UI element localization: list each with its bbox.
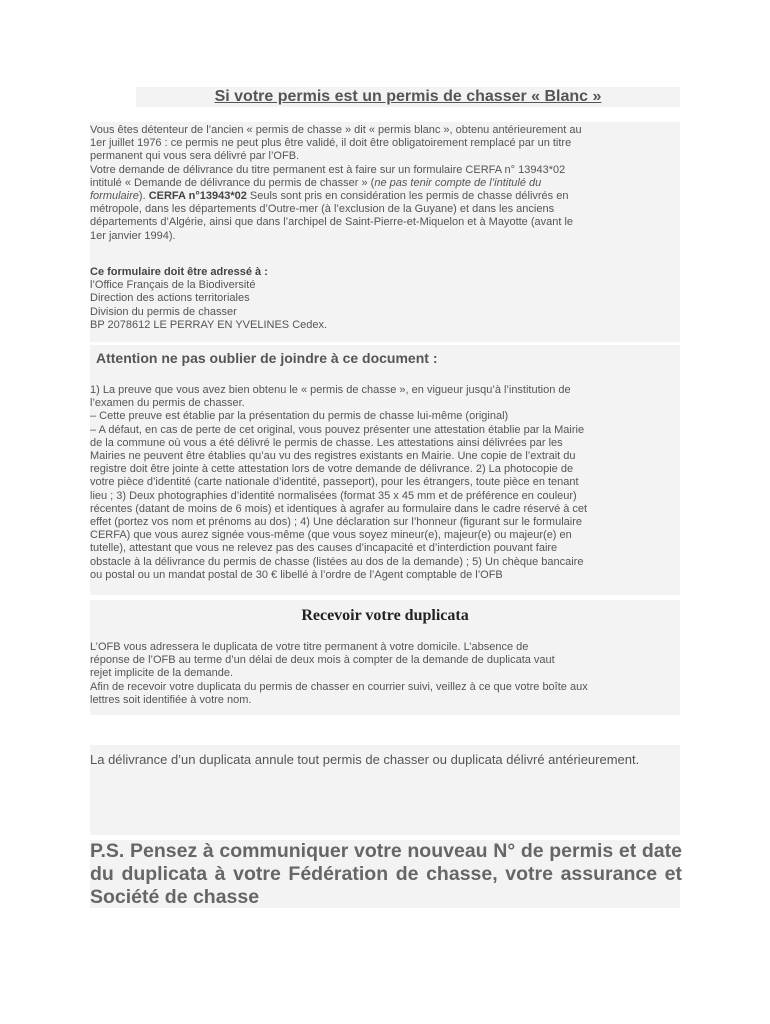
intro-italic: ne pas tenir compte de l’intitulé du: [374, 176, 542, 189]
attention-heading: Attention ne pas oublier de joindre à ce document :: [96, 350, 438, 366]
intro-line: [90, 190, 682, 203]
attention-line: Mairies ne peuvent être établies qu’au vu des registres existants en Mairie. Une copie de l’extrait du: [90, 450, 576, 463]
cerfa-reference: CERFA n°13943*02: [148, 190, 247, 203]
intro-line: [90, 177, 682, 190]
attention-line: – A défaut, en cas de perte de cet original, vous pouvez présenter une attestation établie par la Mairie: [90, 423, 585, 436]
attention-line: tutelle), attestant que vous ne relevez pas des causes d’incapacité et d’interdiction pouvant faire: [90, 542, 558, 555]
intro-line: métropole, dans les départements d’Outre-mer (à l’exclusion de la Guyane) et dans les anciens: [90, 203, 555, 216]
attention-line: récentes (datant de moins de 6 mois) et identiques à agrafer au formulaire dans le cadre réservé à cet: [90, 502, 588, 515]
address-line: l’Office Français de la Biodiversité: [90, 279, 256, 292]
intro-line: départements d’Algérie, ainsi que dans l’archipel de Saint-Pierre-et-Miquelon et à Mayotte (avant le: [90, 216, 574, 229]
attention-line: de la commune où vous a été délivré le permis de chasse. Les attestations ainsi délivrées par les: [90, 436, 563, 449]
attention-line: lieu ; 3) Deux photographies d’identité normalisées (format 35 x 45 mm et de préférence en couleur): [90, 489, 577, 502]
intro-text: intitulé « Demande de délivrance du permis de chasser » (: [90, 176, 375, 189]
intro-line: Vous êtes détenteur de l’ancien « permis de chasse » dit « permis blanc », obtenu antérieurement au: [90, 124, 582, 136]
duplicata-heading: Recevoir votre duplicata: [301, 607, 469, 624]
intro-text: Seuls sont pris en considération les permis de chasse délivrés en: [246, 190, 569, 203]
address-line: Direction des actions territoriales: [90, 292, 250, 305]
duplicata-line: rejet implicite de la demande.: [90, 667, 234, 680]
intro-line: permanent qui vous sera délivré par l’OFB.: [90, 150, 300, 163]
cancellation-notice: La délivrance d’un duplicata annule tout permis de chasser ou duplicata délivré antérieurement.: [90, 752, 640, 767]
address-line: BP 2078612 LE PERRAY EN YVELINES Cedex.: [90, 318, 328, 331]
attention-line: l’examen du permis de chasser.: [90, 397, 245, 410]
attention-line: 1) La preuve que vous avez bien obtenu le « permis de chasse », en vigueur jusqu’à l’institution de: [90, 384, 571, 396]
attention-line: ou postal ou un mandat postal de 30 € libellé à l’ordre de l’Agent comptable de l’OFB: [90, 568, 503, 581]
duplicata-paragraph: [90, 641, 682, 707]
intro-italic: formulaire: [90, 190, 139, 203]
duplicata-line: L’OFB vous adressera le duplicata de votre titre permanent à votre domicile. L’absence de: [90, 641, 529, 653]
intro-paragraph: [90, 124, 682, 243]
address-heading: Ce formulaire doit être adressé à :: [90, 266, 268, 278]
attention-line: – Cette preuve est établie par la présentation du permis de chasse lui-même (original): [90, 410, 509, 423]
attention-line: effet (portez vos nom et prénoms au dos) ; 4) Une déclaration sur l’honneur (figurant sur le formulaire: [90, 516, 582, 529]
duplicata-line: Afin de recevoir votre duplicata du permis de chasser en courrier suivi, veillez à ce que votre boîte aux: [90, 680, 588, 693]
intro-line: Votre demande de délivrance du titre permanent est à faire sur un formulaire CERFA n° 13943*02: [90, 163, 566, 176]
duplicata-line: lettres soit identifiée à votre nom.: [90, 693, 252, 706]
attention-paragraph: [90, 384, 682, 582]
intro-text: ).: [138, 190, 149, 203]
page-title: Si votre permis est un permis de chasser « Blanc »: [214, 88, 602, 105]
address-block: [90, 266, 682, 332]
attention-line: registre doit être jointe à cette attestation lors de votre demande de délivrance. 2) La photocopie de: [90, 463, 574, 476]
attention-line: obstacle à la délivrance du permis de chasse (listées au dos de la demande) ; 5) Un chèque bancaire: [90, 555, 584, 568]
duplicata-line: réponse de l’OFB au terme d’un délai de deux mois à compter de la demande de duplicata vaut: [90, 654, 555, 667]
address-line: Division du permis de chasser: [90, 305, 237, 318]
intro-line: 1er janvier 1994).: [90, 229, 176, 242]
attention-line: CERFA) que vous aurez signée vous-même (que vous soyez mineur(e), majeur(e) ou majeur(e) en: [90, 529, 572, 542]
ps-note: P.S. Pensez à communiquer votre nouveau N° de permis et date du duplicata à votre Fédération de chasse, votre assurance et Société de chasse: [90, 840, 682, 908]
attention-line: votre pièce d’identité (carte nationale d’identité, passeport), pour les étrangers, toute pièce en tenant: [90, 476, 579, 489]
intro-line: 1er juillet 1976 : ce permis ne peut plus être validé, il doit être obligatoirement remplacé par un titre: [90, 137, 572, 150]
